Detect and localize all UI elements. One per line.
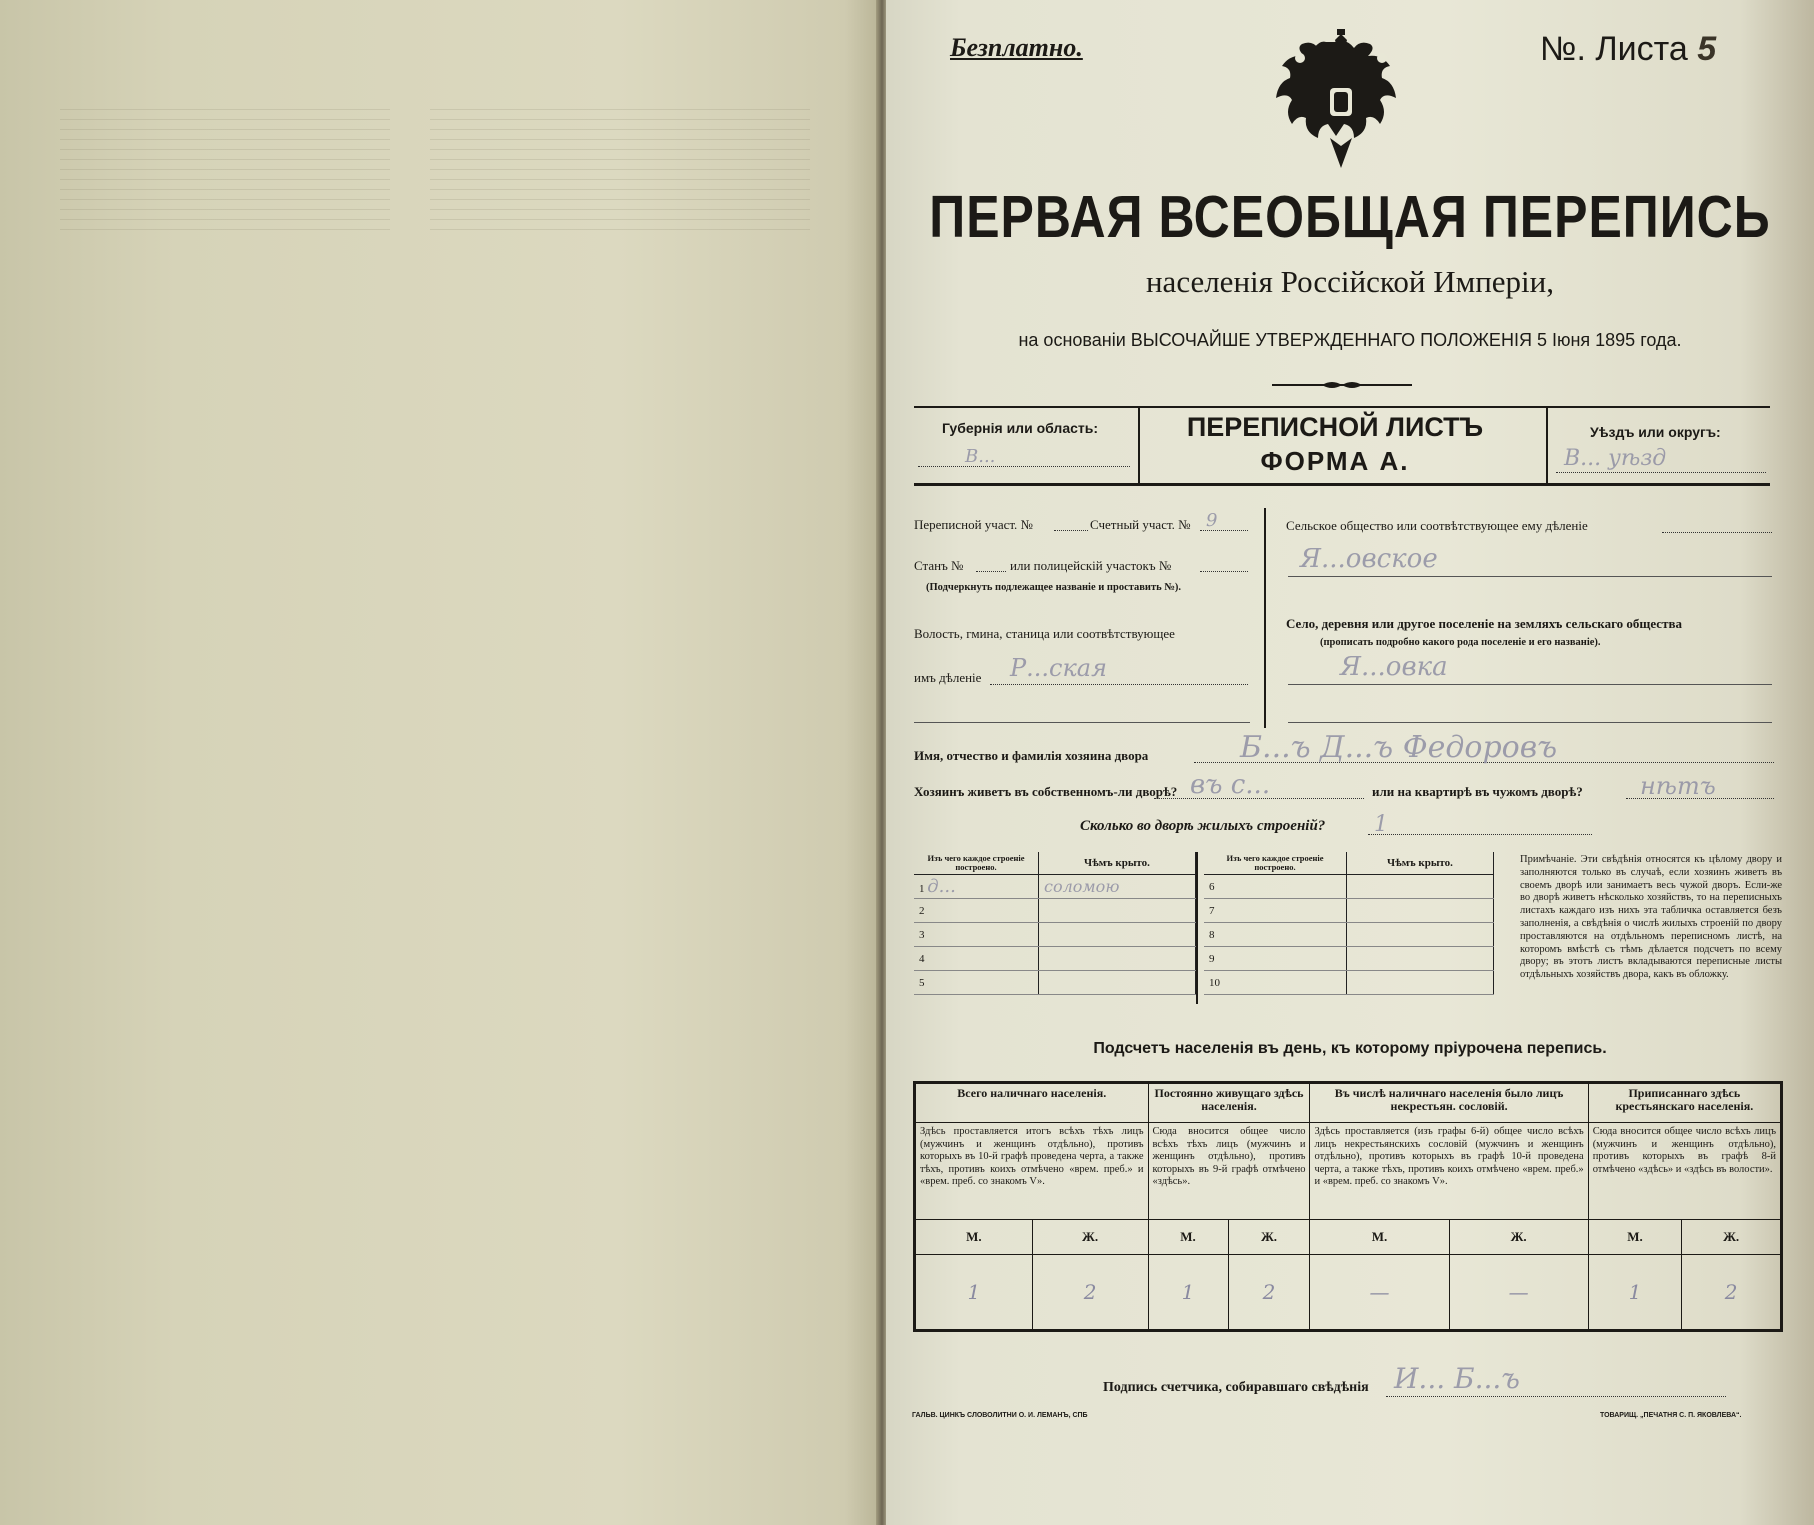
printer-imprint-left: ГАЛЬВ. ЦИНКЪ СЛОВОЛИТНИ О. И. ЛЕМАНЪ, СПБ <box>912 1412 1088 1419</box>
society-value: Я...овское <box>1300 544 1438 574</box>
village-value: Я...овка <box>1340 652 1448 682</box>
census-section-line <box>1054 530 1088 531</box>
table-cell <box>1039 971 1196 995</box>
table-row <box>914 971 1196 995</box>
society-label: Сельское общество или соотвѣтствующее ему дѣленіе <box>1286 518 1588 533</box>
census-section-label: Переписной участ. № <box>914 517 1033 532</box>
printer-imprint-right: ТОВАРИЩ. „ПЕЧАТНЯ С. П. ЯКОВЛЕВА“. <box>1600 1412 1742 1419</box>
table-row <box>914 923 1196 947</box>
village-rule-2 <box>1288 722 1772 723</box>
summary-col-header: Въ числѣ наличнаго населенія было лицъ некрестьян. сословій. <box>1310 1083 1588 1123</box>
count-section-label: Счетный участ. № <box>1090 517 1191 532</box>
rented-label: или на квартирѣ въ чужомъ дворѣ? <box>1372 784 1583 799</box>
row-number: 3 <box>914 923 1039 947</box>
summary-col-description: Здѣсь проставляется (изъ графы 6-й) общее число всѣхъ лицъ некрестьянскихъ сословій (мужчинъ и женщинъ отдѣльно), противъ которыхъ въ графѣ 10-й проведена черта, а также тѣхъ, противъ коихъ отмѣчено «врем. преб.» и «врем. преб. со знакомъ V». <box>1310 1123 1588 1220</box>
buildings-table-right <box>1204 852 1494 995</box>
enumerator-signature-label: Подпись счетчика, собиравшаго свѣдѣнія <box>1103 1380 1369 1395</box>
female-count: 2 <box>1032 1255 1148 1331</box>
material-header: Изъ чего каждое строеніе построено. <box>1204 852 1347 875</box>
summary-col-description: Сюда вносится общее число всѣхъ лицъ (мужчинъ и женщинъ отдѣльно), противъ которыхъ въ графѣ 8-й отмѣчено «здѣсь» и «здѣсь въ волости». <box>1588 1123 1781 1220</box>
own-yard-value: въ с... <box>1190 770 1271 800</box>
buildings-table-left <box>914 852 1196 995</box>
district-line <box>1556 472 1766 473</box>
table-cell <box>1039 899 1196 923</box>
table-cell <box>1039 947 1196 971</box>
owner-name-value: Б...ъ Д...ъ Федоровъ <box>1240 730 1558 765</box>
village-note: (прописать подробно какого рода поселеніе и его названіе). <box>1320 637 1601 648</box>
document-subtitle: населенія Россійской Имперіи, <box>1145 264 1555 299</box>
village-label: Село, деревня или другое поселеніе на земляхъ сельскаго общества <box>1286 616 1682 631</box>
material-header: Изъ чего каждое строеніе построено. <box>914 852 1039 875</box>
village-rule <box>1288 684 1772 685</box>
roof-header: Чѣмъ крыто. <box>1347 852 1494 875</box>
row-number: 1 <box>919 883 925 895</box>
table-row <box>1204 971 1494 995</box>
bleed-through-text <box>60 100 390 230</box>
count-section-value: 9 <box>1206 510 1218 531</box>
row-number: 9 <box>1204 947 1347 971</box>
male-header: М. <box>915 1220 1033 1255</box>
form-title-line1: ПЕРЕПИСНОЙ ЛИСТЪ <box>1186 412 1484 442</box>
society-rule <box>1288 576 1772 577</box>
male-count: 1 <box>1148 1255 1228 1331</box>
table-row <box>1204 899 1494 923</box>
free-label: Безплатно. <box>950 33 1083 62</box>
volost-label-2: имъ дѣленіе <box>914 670 982 685</box>
summary-col-header: Приписаннаго здѣсь крестьянскаго населенія. <box>1588 1083 1781 1123</box>
female-header: Ж. <box>1682 1220 1782 1255</box>
buildings-label: Сколько во дворѣ жилыхъ строеній? <box>1080 818 1326 834</box>
building-material-value: д... <box>927 876 956 897</box>
table-cell <box>1347 947 1494 971</box>
row-number: 2 <box>914 899 1039 923</box>
row-number: 7 <box>1204 899 1347 923</box>
legal-basis-line: на основаніи ВЫСОЧАЙШЕ УТВЕРЖДЕННАГО ПОЛОЖЕНІЯ 5 Іюня 1895 года. <box>1018 330 1682 350</box>
fields-divider <box>1264 508 1266 728</box>
male-header: М. <box>1148 1220 1228 1255</box>
row-number: 5 <box>914 971 1039 995</box>
table-row <box>914 875 1196 899</box>
table-cell <box>1039 923 1196 947</box>
male-header: М. <box>1310 1220 1449 1255</box>
table-cell <box>1347 923 1494 947</box>
enumerator-signature: И... Б...ъ <box>1394 1362 1520 1395</box>
header-divider-right <box>1546 406 1548 485</box>
note-text: Примѣчаніе. Эти свѣдѣнія относятся къ цѣлому двору и заполняются только въ случаѣ, если хозяинъ живетъ въ своемъ дворѣ или занимаетъ весь чужой дворъ. Если-же во дворѣ живетъ нѣсколько хозяйствъ, то на переписныхъ листахъ каждаго изъ нихъ эта табличка оставляется безъ заполненія, а свѣдѣнія о числѣ жилыхъ строеній по двору проставляются на отдѣльномъ переписномъ листѣ, на которомъ вмѣстѣ съ тѣмъ дѣлается подсчетъ по всему двору; въ этотъ листъ вкладываются переписные листы отдѣльныхъ хозяйствъ двора, какъ въ обложку. <box>1520 854 1782 981</box>
female-count: 2 <box>1228 1255 1310 1331</box>
buildings-value: 1 <box>1374 812 1388 837</box>
header-rule-bottom <box>914 483 1770 486</box>
rented-value: нѣтъ <box>1640 772 1716 800</box>
double-headed-eagle-emblem <box>1270 28 1412 178</box>
volost-label: Волость, гмина, станица или соотвѣтствующее <box>914 626 1175 641</box>
camp-label: Станъ № <box>914 558 964 573</box>
table-row <box>914 899 1196 923</box>
sheet-number-field <box>1540 30 1716 69</box>
camp-note: (Подчеркнуть подлежащее названіе и проставить №). <box>926 582 1181 593</box>
buildings-line <box>1368 834 1592 835</box>
volost-line <box>990 684 1248 685</box>
summary-title: Подсчетъ населенія въ день, къ которому пріурочена перепись. <box>1093 1040 1607 1057</box>
form-title-line2: ФОРМА А. <box>1260 446 1410 476</box>
row-number: 8 <box>1204 923 1347 947</box>
building-cell <box>914 875 1039 899</box>
province-label: Губернія или область: <box>942 420 1099 436</box>
male-count: 1 <box>915 1255 1033 1331</box>
document-title: ПЕРВАЯ ВСЕОБЩАЯ ПЕРЕПИСЬ <box>929 183 1771 251</box>
population-summary-table <box>913 1081 1783 1332</box>
police-label: или полицейскій участокъ № <box>1010 558 1172 573</box>
building-roof-value: соломою <box>1039 875 1196 899</box>
province-value: В... <box>965 446 996 467</box>
form-title <box>1140 410 1530 478</box>
row-number: 6 <box>1204 875 1347 899</box>
roof-header: Чѣмъ крыто. <box>1039 852 1196 875</box>
row-number: 4 <box>914 947 1039 971</box>
male-count: — <box>1310 1255 1449 1331</box>
summary-col-description: Сюда вносится общее число всѣхъ тѣхъ лицъ (мужчинъ и женщинъ отдѣльно), противъ которыхъ въ 9-й графѣ отмѣчено «здѣсь». <box>1148 1123 1310 1220</box>
own-yard-label: Хозяинъ живетъ въ собственномъ-ли дворѣ? <box>914 784 1178 799</box>
table-row <box>914 947 1196 971</box>
table-cell <box>1347 899 1494 923</box>
table-row <box>1204 875 1494 899</box>
society-line <box>1662 532 1772 533</box>
row-number: 10 <box>1204 971 1347 995</box>
volost-value: Р...ская <box>1010 654 1108 682</box>
female-count: 2 <box>1682 1255 1782 1331</box>
female-header: Ж. <box>1449 1220 1588 1255</box>
male-header: М. <box>1588 1220 1682 1255</box>
police-line <box>1200 571 1248 572</box>
table-cell <box>1347 971 1494 995</box>
female-header: Ж. <box>1228 1220 1310 1255</box>
left-page-blank <box>0 0 880 1525</box>
ornament-divider <box>1272 379 1412 391</box>
table-double-rule <box>1196 852 1198 1004</box>
female-header: Ж. <box>1032 1220 1148 1255</box>
bleed-through-text <box>430 100 810 230</box>
sheet-number-value: 5 <box>1697 30 1717 68</box>
camp-line <box>976 571 1006 572</box>
summary-col-header: Всего наличнаго населенія. <box>915 1083 1149 1123</box>
female-count: — <box>1449 1255 1588 1331</box>
owner-name-label: Имя, отчество и фамилія хозяина двора <box>914 748 1149 763</box>
table-cell <box>1347 875 1494 899</box>
male-count: 1 <box>1588 1255 1682 1331</box>
summary-col-description: Здѣсь проставляется итогъ всѣхъ тѣхъ лицъ (мужчинъ и женщинъ отдѣльно), противъ которыхъ въ 10-й графѣ проведена черта, а также тѣхъ, противъ коихъ отмѣчено «врем. преб.» и «врем. преб. со знакомъ V». <box>915 1123 1149 1220</box>
header-rule-top <box>914 406 1770 408</box>
sheet-number-label: №. Листа <box>1540 30 1688 68</box>
table-row <box>1204 947 1494 971</box>
summary-col-header: Постоянно живущаго здѣсь населенія. <box>1148 1083 1310 1123</box>
table-row <box>1204 923 1494 947</box>
signature-line <box>1386 1396 1726 1397</box>
district-label: Уѣздъ или округъ: <box>1590 424 1721 440</box>
province-line <box>918 466 1130 467</box>
district-value: В... уѣзд <box>1564 446 1667 471</box>
volost-rule <box>914 722 1250 723</box>
